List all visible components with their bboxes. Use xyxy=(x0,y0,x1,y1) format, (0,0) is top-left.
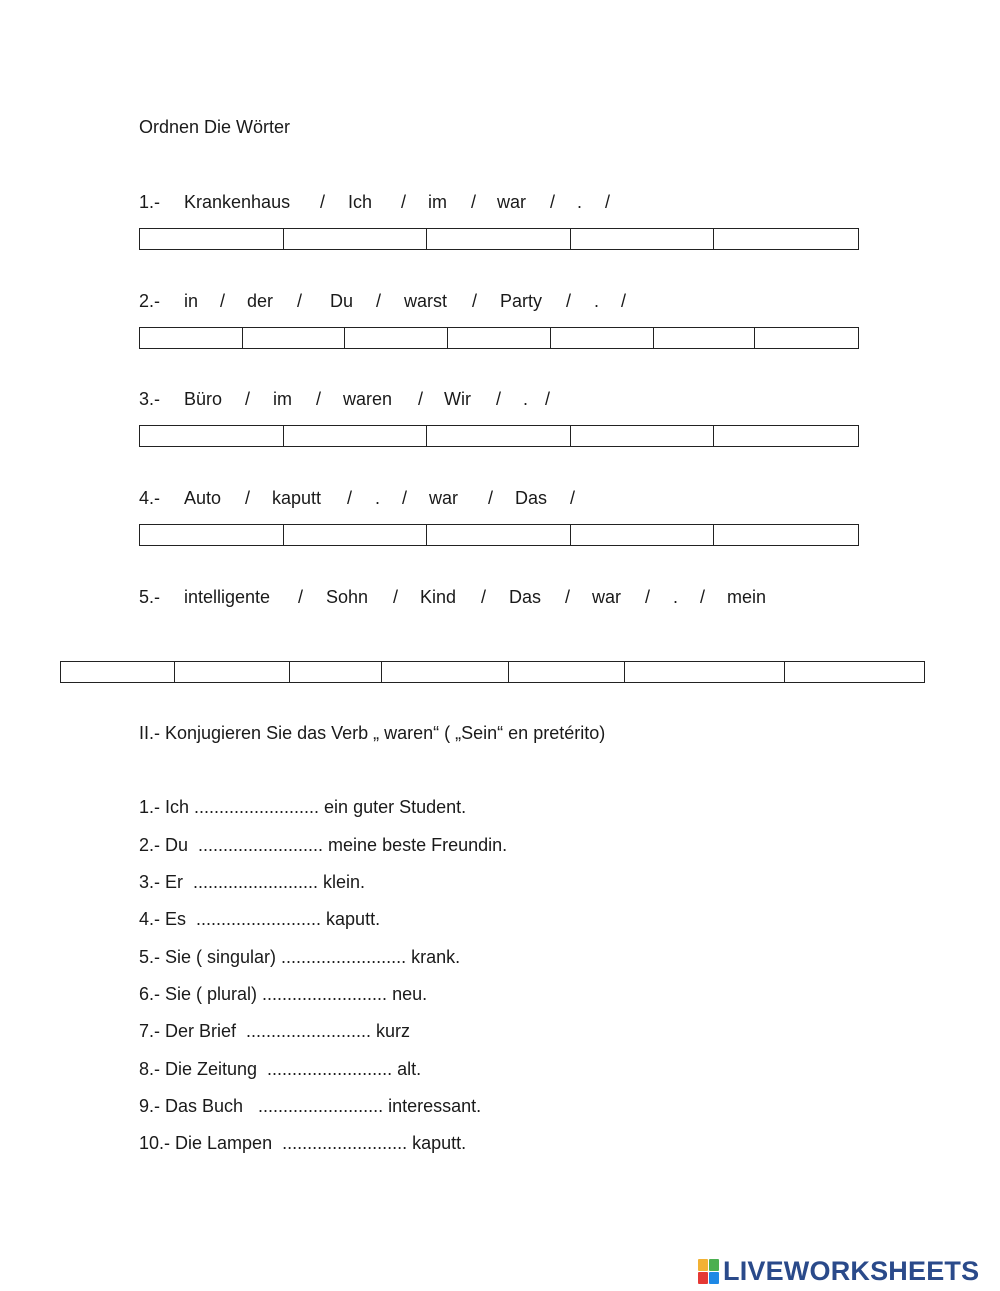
worksheet-title: Ordnen Die Wörter xyxy=(139,117,291,137)
word-token: Party xyxy=(500,291,543,311)
separator: / xyxy=(376,291,382,311)
answer-box[interactable] xyxy=(714,426,858,446)
exercise-number: 5.- xyxy=(139,587,161,607)
separator: / xyxy=(481,587,487,607)
answer-box[interactable] xyxy=(427,229,571,249)
word-token: waren xyxy=(343,389,393,409)
separator: / xyxy=(320,192,326,212)
word-token: Das xyxy=(515,488,548,508)
word-token: im xyxy=(273,389,292,409)
word-token: . xyxy=(523,389,529,409)
separator: / xyxy=(496,389,502,409)
separator: / xyxy=(316,389,322,409)
separator: / xyxy=(545,389,551,409)
exercise-number: 4.- xyxy=(139,488,161,508)
answer-box[interactable] xyxy=(427,426,571,446)
separator: / xyxy=(550,192,556,212)
separator: / xyxy=(297,291,303,311)
answer-box[interactable] xyxy=(284,426,428,446)
separator: / xyxy=(566,291,572,311)
exercise-1-words xyxy=(139,193,839,213)
separator: / xyxy=(402,488,408,508)
conjugation-item: 7.- Der Brief ......................... kurz xyxy=(139,1021,411,1041)
word-token: intelligente xyxy=(184,587,271,607)
answer-box[interactable] xyxy=(61,662,175,682)
answer-box[interactable] xyxy=(714,229,858,249)
separator: / xyxy=(471,192,477,212)
conjugation-item: 8.- Die Zeitung ......................... alt. xyxy=(139,1059,422,1079)
word-token: mein xyxy=(727,587,767,607)
separator: / xyxy=(570,488,576,508)
answer-box[interactable] xyxy=(427,525,571,545)
answer-box[interactable] xyxy=(571,426,715,446)
separator: / xyxy=(488,488,494,508)
separator: / xyxy=(645,587,651,607)
answer-boxes-2 xyxy=(139,327,859,349)
word-token: Wir xyxy=(444,389,471,409)
answer-box[interactable] xyxy=(284,229,428,249)
word-token: . xyxy=(577,192,583,212)
word-token: in xyxy=(184,291,199,311)
answer-boxes-3 xyxy=(139,425,859,447)
answer-box[interactable] xyxy=(509,662,625,682)
separator: / xyxy=(565,587,571,607)
separator: / xyxy=(418,389,424,409)
word-token: Sohn xyxy=(326,587,369,607)
exercise-number: 3.- xyxy=(139,389,161,409)
word-token: kaputt xyxy=(272,488,322,508)
exercise-number: 1.- xyxy=(139,192,161,212)
word-token: Büro xyxy=(184,389,223,409)
section-2-title: II.- Konjugieren Sie das Verb „ waren“ ( „Sein“ en pretérito) xyxy=(139,723,606,743)
separator: / xyxy=(605,192,611,212)
answer-box[interactable] xyxy=(448,328,551,348)
separator: / xyxy=(621,291,627,311)
word-token: im xyxy=(428,192,447,212)
conjugation-item: 10.- Die Lampen ......................... kaputt. xyxy=(139,1133,467,1153)
answer-box[interactable] xyxy=(654,328,756,348)
liveworksheets-logo xyxy=(698,1255,980,1286)
separator: / xyxy=(245,488,251,508)
answer-box[interactable] xyxy=(140,525,284,545)
answer-boxes-1 xyxy=(139,228,859,250)
word-token: war xyxy=(497,192,527,212)
conjugation-item: 4.- Es ......................... kaputt. xyxy=(139,909,381,929)
answer-box[interactable] xyxy=(785,662,924,682)
word-token: Du xyxy=(330,291,354,311)
exercise-5-words xyxy=(139,588,839,608)
word-token: warst xyxy=(404,291,448,311)
separator: / xyxy=(220,291,226,311)
word-token: Krankenhaus xyxy=(184,192,291,212)
separator: / xyxy=(393,587,399,607)
word-token: Kind xyxy=(420,587,457,607)
separator: / xyxy=(472,291,478,311)
answer-box[interactable] xyxy=(551,328,654,348)
word-token: Auto xyxy=(184,488,222,508)
answer-box[interactable] xyxy=(140,229,284,249)
word-token: war xyxy=(429,488,459,508)
answer-box[interactable] xyxy=(243,328,346,348)
word-token: . xyxy=(673,587,679,607)
word-token: war xyxy=(592,587,622,607)
separator: / xyxy=(298,587,304,607)
separator: / xyxy=(700,587,706,607)
logo-tiles-icon xyxy=(698,1259,719,1284)
word-token: Ich xyxy=(348,192,373,212)
answer-box[interactable] xyxy=(755,328,858,348)
answer-box[interactable] xyxy=(284,525,428,545)
separator: / xyxy=(401,192,407,212)
exercise-2-words xyxy=(139,292,839,312)
conjugation-item: 2.- Du ......................... meine beste Freundin. xyxy=(139,835,508,855)
logo-text: LIVEWORKSHEETS xyxy=(723,1255,980,1286)
answer-box[interactable] xyxy=(345,328,448,348)
answer-box[interactable] xyxy=(571,229,715,249)
conjugation-item: 3.- Er ......................... klein. xyxy=(139,872,366,892)
answer-box[interactable] xyxy=(571,525,715,545)
conjugation-item: 5.- Sie ( singular) ......................... krank. xyxy=(139,947,461,967)
separator: / xyxy=(245,389,251,409)
answer-box[interactable] xyxy=(290,662,382,682)
answer-boxes-5 xyxy=(60,661,925,683)
answer-box[interactable] xyxy=(175,662,291,682)
word-token: der xyxy=(247,291,274,311)
exercise-3-words xyxy=(139,390,839,410)
conjugation-item: 9.- Das Buch ......................... interessant. xyxy=(139,1096,482,1116)
word-token: . xyxy=(594,291,600,311)
answer-box[interactable] xyxy=(714,525,858,545)
answer-box[interactable] xyxy=(625,662,786,682)
word-token: . xyxy=(375,488,381,508)
word-token: Das xyxy=(509,587,542,607)
answer-box[interactable] xyxy=(140,328,243,348)
answer-box[interactable] xyxy=(382,662,509,682)
conjugation-item: 1.- Ich ......................... ein guter Student. xyxy=(139,797,467,817)
answer-box[interactable] xyxy=(140,426,284,446)
exercise-number: 2.- xyxy=(139,291,161,311)
answer-boxes-4 xyxy=(139,524,859,546)
exercise-4-words xyxy=(139,489,839,509)
conjugation-item: 6.- Sie ( plural) ......................... neu. xyxy=(139,984,428,1004)
separator: / xyxy=(347,488,353,508)
